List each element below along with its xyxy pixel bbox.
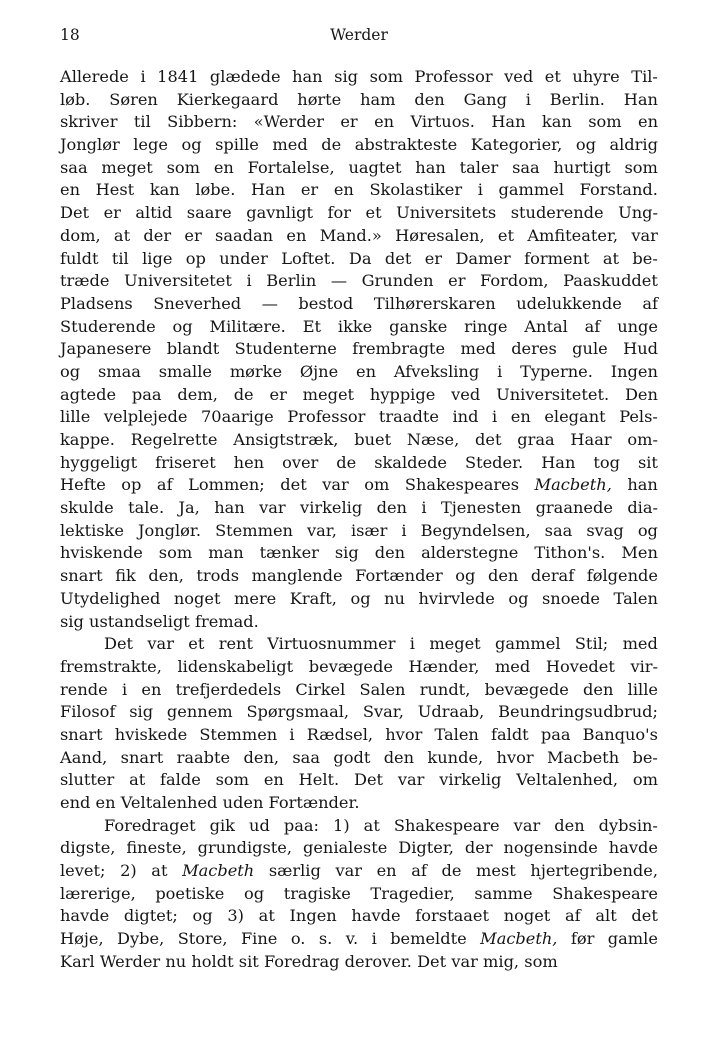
text-line: rende i en trefjerdedels Cirkel Salen rundt, bevægede den lille (60, 679, 658, 699)
text-line: agtede paa dem, de er meget hyppige ved Universitetet. Den (60, 384, 658, 404)
text-line: Studerende og Militære. Et ikke ganske ringe Antal af unge (60, 316, 658, 336)
text-line: skulde tale. Ja, han var virkelig den i Tjenesten graanede dia- (60, 498, 658, 518)
page-header (60, 26, 658, 48)
text-line: fuldt til lige op under Loftet. Da det er Damer forment at be- (60, 248, 658, 268)
text-line: lille velplejede 70aarige Professor traadte ind i en elegant Pels- (60, 407, 658, 427)
text-line: digste, fineste, grundigste, genialeste Digter, der nogensinde havde (60, 838, 658, 858)
text-line: Høje, Dybe, Store, Fine o. s. v. i bemeldte Macbeth, før gamle (60, 929, 658, 949)
text-line: og smaa smalle mørke Øjne en Afveksling i Typerne. Ingen (60, 361, 658, 381)
text-line: Utydelighed noget mere Kraft, og nu hvirvlede og snoede Talen (60, 588, 658, 608)
text-line: Foredraget gik ud paa: 1) at Shakespeare var den dybsin- (104, 815, 658, 835)
text-line: saa meget som en Fortalelse, uagtet han taler saa hurtigt som (60, 157, 658, 177)
text-line: end en Veltalenhed uden Fortænder. (60, 793, 360, 812)
text-line: Aand, snart raabte den, saa godt den kunde, hvor Macbeth be- (60, 747, 658, 767)
running-title: Werder (330, 26, 388, 44)
text-line: sig ustandseligt fremad. (60, 611, 259, 631)
text-line: træde Universitetet i Berlin — Grunden er Fordom, Paaskuddet (60, 271, 658, 291)
text-line: havde digtet; og 3) at Ingen havde forstaaet noget af alt det (60, 906, 658, 926)
text-line: Karl Werder nu holdt sit Foredrag derover. Det var mig, som (60, 951, 558, 971)
text-line: Filosof sig gennem Spørgsmaal, Svar, Udraab, Beundringsudbrud; (60, 702, 658, 722)
text-line: kappe. Regelrette Ansigtstræk, buet Næse, det graa Haar om- (60, 430, 658, 449)
text-line: Pladsens Sneverhed — bestod Tilhørerskaren udelukkende af (60, 293, 658, 313)
text-line: levet; 2) at Macbeth særlig var en af de mest hjertegribende, (60, 861, 658, 881)
text-line: dom, at der er saadan en Mand.» Høresalen, et Amfiteater, var (60, 225, 658, 245)
text-line: Det er altid saare gavnligt for et Universitets studerende Ung- (60, 203, 658, 223)
text-line: en Hest kan løbe. Han er en Skolastiker i gammel Forstand. (60, 180, 658, 200)
text-line: fremstrakte, lidenskabeligt bevægede Hænder, med Hovedet vir- (60, 656, 658, 676)
text-line: skriver til Sibbern: «Werder er en Virtuos. Han kan som en (60, 112, 658, 132)
body-text (60, 66, 658, 974)
text-line: løb. Søren Kierkegaard hørte ham den Gang i Berlin. Han (60, 89, 658, 109)
text-line: snart fik den, trods manglende Fortænder og den deraf følgende (60, 566, 658, 586)
text-line: hyggeligt friseret hen over de skaldede Steder. Han tog sit (60, 452, 658, 472)
text-line: lektiske Jonglør. Stemmen var, især i Begyndelsen, saa svag og (60, 520, 658, 540)
text-line: hviskende som man tænker sig den alderstegne Tithon's. Men (60, 543, 658, 563)
text-line: Allerede i 1841 glædede han sig som Professor ved et uhyre Til- (60, 67, 658, 86)
text-line: Jonglør lege og spille med de abstrakteste Kategorier, og aldrig (60, 135, 658, 155)
text-line: Japanesere blandt Studenterne frembragte med deres gule Hud (60, 339, 658, 359)
page-number: 18 (60, 26, 80, 44)
text-line: Hefte op af Lommen; det var om Shakespeares Macbeth, han (60, 475, 658, 495)
text-line: Det var et rent Virtuosnummer i meget gammel Stil; med (104, 634, 658, 654)
text-line: lærerige, poetiske og tragiske Tragedier, samme Shakespeare (60, 883, 658, 903)
text-line: snart hviskede Stemmen i Rædsel, hvor Talen faldt paa Banquo's (60, 724, 658, 744)
text-line: slutter at falde som en Helt. Det var virkelig Veltalenhed, om (60, 770, 658, 790)
